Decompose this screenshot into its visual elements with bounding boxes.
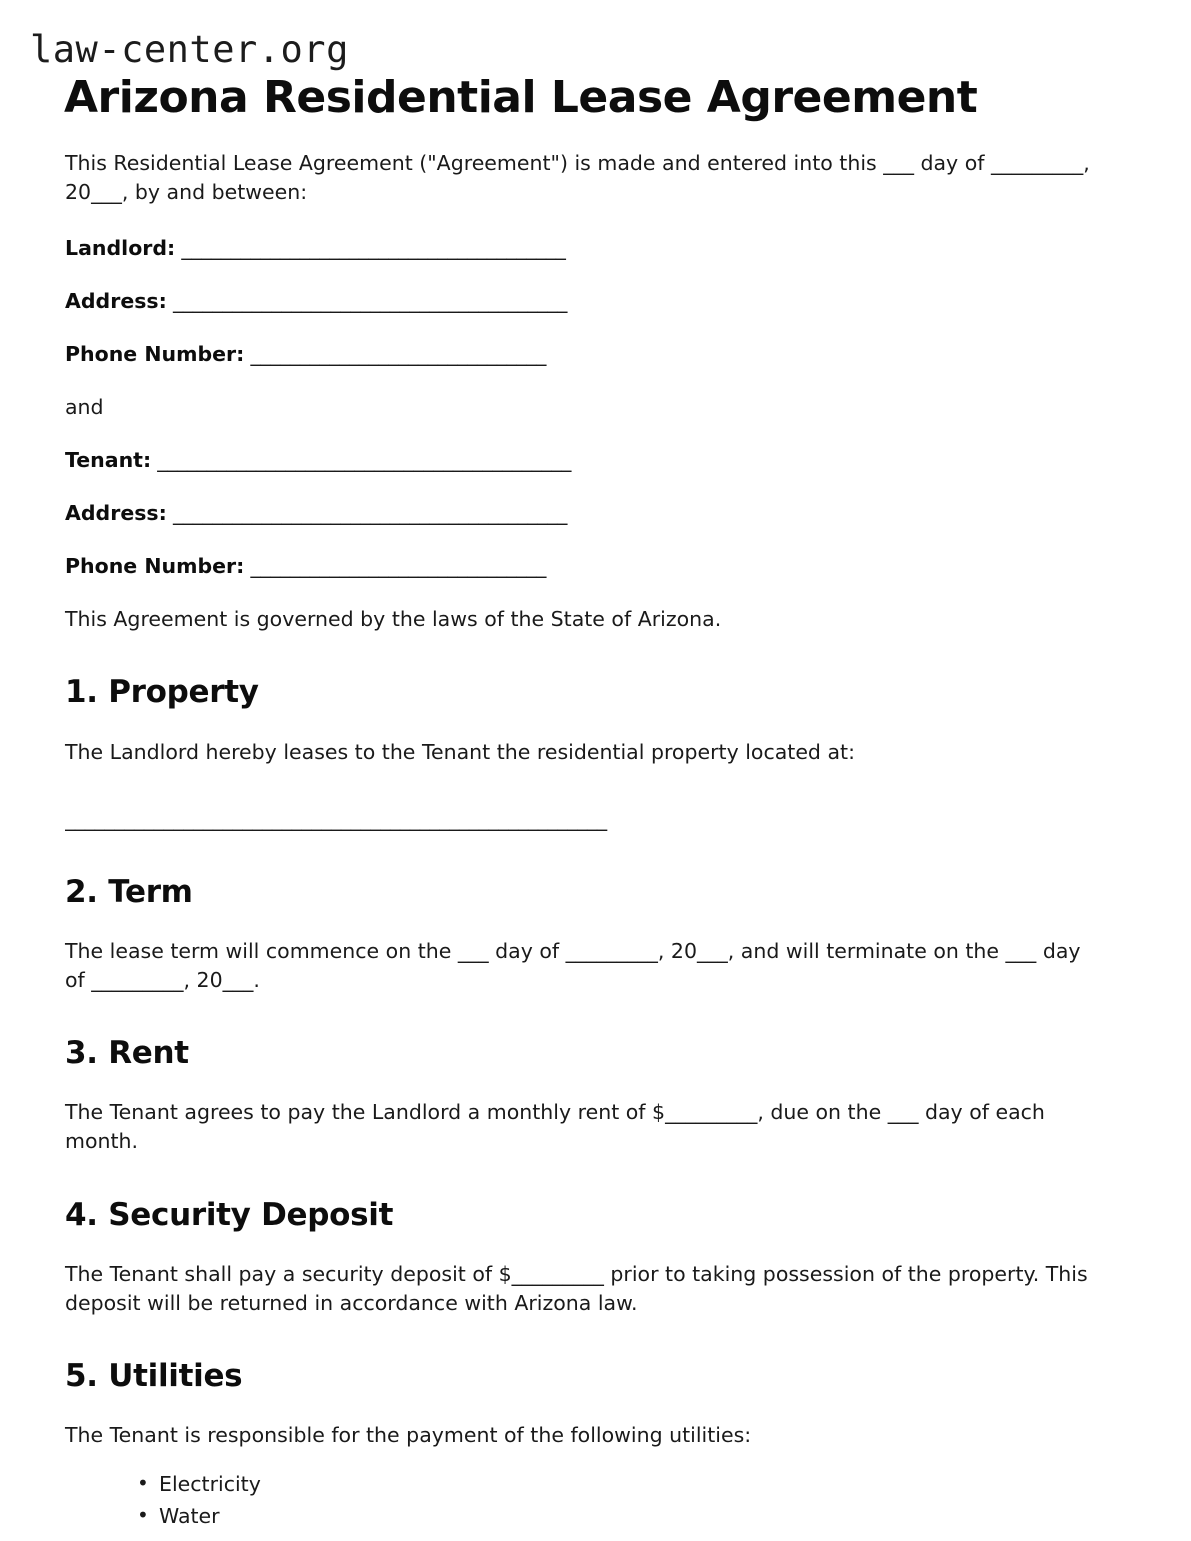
landlord-phone-field (65, 340, 1101, 369)
landlord-name-field (65, 234, 1101, 263)
section-body-property: The Landlord hereby leases to the Tenant the residential property located at: (65, 739, 855, 764)
landlord-address-label: Address: (65, 288, 167, 313)
section-heading-property: 1. Property (65, 674, 259, 711)
tenant-phone-blank[interactable]: ______________________________ (244, 554, 546, 579)
tenant-address-blank[interactable]: ________________________________________ (166, 501, 567, 526)
landlord-name-label: Landlord: (65, 235, 176, 260)
parties-conjunction: and (65, 394, 104, 419)
intro-paragraph: This Residential Lease Agreement ("Agreement") is made and entered into this ___ day of _________, 20___, by and between: (65, 151, 1090, 205)
property-address-blank[interactable]: _______________________________________________________ (65, 806, 607, 831)
landlord-address-blank[interactable]: ________________________________________ (166, 288, 567, 313)
landlord-name-blank[interactable]: _______________________________________ (175, 235, 566, 260)
utilities-list (65, 1470, 1101, 1531)
section-body-utilities: The Tenant is responsible for the payment of the following utilities: (65, 1423, 752, 1448)
section-heading-rent: 3. Rent (65, 1035, 189, 1072)
tenant-address-field (65, 499, 1101, 528)
landlord-address-field (65, 287, 1101, 316)
document-content (28, 149, 1131, 1531)
landlord-phone-blank[interactable]: ______________________________ (244, 341, 546, 366)
tenant-name-blank[interactable]: __________________________________________ (151, 447, 572, 472)
tenant-name-label: Tenant: (65, 447, 152, 472)
section-body-term: The lease term will commence on the ___ day of _________, 20___, and will terminate on the ___ day of _________, 20___. (65, 938, 1081, 993)
section-heading-term: 2. Term (65, 873, 193, 910)
tenant-phone-label: Phone Number: (65, 554, 245, 579)
tenant-name-field (65, 446, 1101, 475)
tenant-phone-field (65, 552, 1101, 581)
section-heading-security-deposit: 4. Security Deposit (65, 1196, 394, 1233)
page-title: Arizona Residential Lease Agreement (64, 71, 978, 123)
tenant-address-label: Address: (65, 501, 167, 526)
list-item: • Water (137, 1502, 1101, 1531)
governing-law-paragraph: This Agreement is governed by the laws of the State of Arizona. (65, 607, 722, 632)
section-body-security-deposit: The Tenant shall pay a security deposit of $_________ prior to taking possession of the property. This deposit will be returned in accordance with Arizona law. (65, 1261, 1088, 1315)
site-name: law-center.org (30, 28, 349, 71)
section-heading-utilities: 5. Utilities (65, 1358, 243, 1394)
list-item: • Electricity (137, 1470, 1101, 1499)
section-body-rent: The Tenant agrees to pay the Landlord a monthly rent of $_________, due on the ___ day of each month. (65, 1100, 1045, 1154)
landlord-phone-label: Phone Number: (65, 341, 245, 366)
